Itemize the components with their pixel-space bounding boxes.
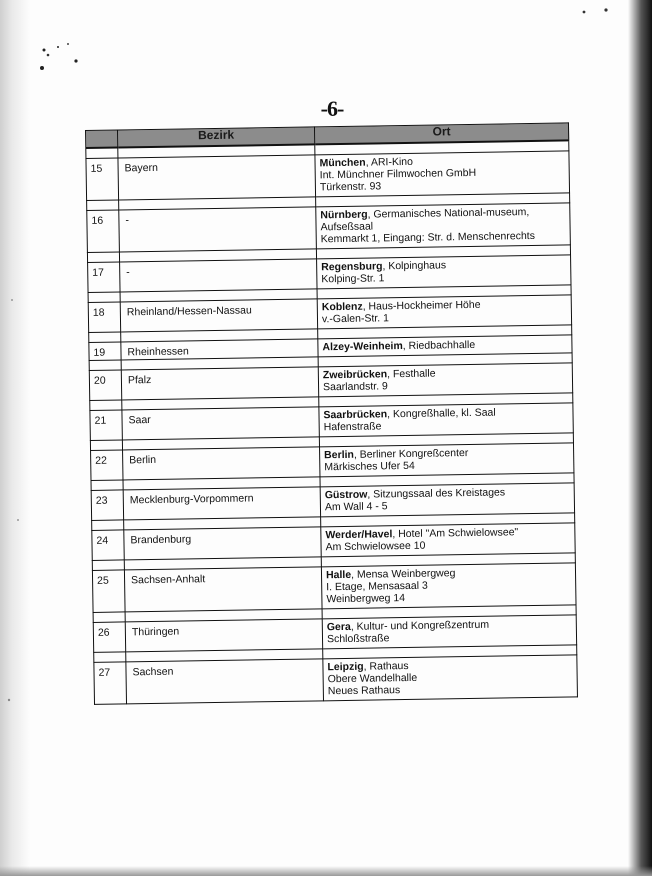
ort-line: Kemmarkt 1, Eingang: Str. d. Menschenrechts xyxy=(320,229,536,246)
row-number: 24 xyxy=(92,530,124,560)
spacer-cell xyxy=(89,332,121,343)
ort-line: Neues Rathaus xyxy=(327,684,401,698)
ort-venue: , Mensa Weinbergweg xyxy=(351,567,456,581)
ort-venue: , ARI-Kino xyxy=(365,155,414,169)
bezirk-cell: - xyxy=(119,207,317,252)
bezirk-cell: Thüringen xyxy=(125,619,322,652)
bezirk-cell: Brandenburg xyxy=(124,527,321,560)
row-number: 15 xyxy=(86,158,119,200)
ort-line: Märkisches Ufer 54 xyxy=(324,459,415,474)
ort-line: Am Schwielowsee 10 xyxy=(325,539,426,554)
ort-city: Halle xyxy=(325,568,352,582)
ort-line: Weinbergweg 14 xyxy=(326,592,406,606)
ort-city: Leipzig xyxy=(327,660,364,674)
spacer-cell xyxy=(86,147,118,158)
ort-city: Alzey-Weinheim xyxy=(322,340,403,354)
ort-venue: , Kolpinghaus xyxy=(382,259,447,273)
ort-cell xyxy=(320,443,574,477)
ort-venue: , Kongreßhalle, kl. Saal xyxy=(387,406,496,421)
spacer-cell xyxy=(92,560,124,571)
ort-venue: , Festhalle xyxy=(386,367,436,381)
ort-line: Saarlandstr. 9 xyxy=(322,380,388,394)
spacer-cell xyxy=(92,520,124,531)
venue-table xyxy=(85,122,578,705)
header-number xyxy=(86,130,118,148)
bezirk-cell: Sachsen-Anhalt xyxy=(124,567,322,612)
ort-line: I. Etage, Mensasaal 3 xyxy=(326,579,428,594)
ort-cell xyxy=(316,203,571,249)
ort-city: München xyxy=(319,156,366,170)
spacer-cell xyxy=(91,480,123,491)
row-number: 27 xyxy=(94,662,127,704)
ort-line: Aufseßsaal xyxy=(320,220,374,234)
ort-line: Hafenstraße xyxy=(323,420,382,434)
ort-city: Zweibrücken xyxy=(322,368,388,382)
row-number: 19 xyxy=(89,342,121,361)
ort-line: Am Wall 4 - 5 xyxy=(324,500,388,514)
bezirk-cell: Mecklenburg-Vorpommern xyxy=(123,487,320,520)
spacer-cell xyxy=(90,440,122,451)
row-number: 20 xyxy=(89,370,121,400)
ort-city: Werder/Havel xyxy=(325,528,393,542)
ort-venue: , Haus-Hockheimer Höhe xyxy=(362,298,481,313)
ort-cell xyxy=(319,403,573,437)
ort-line: Int. Münchner Filmwochen GmbH xyxy=(319,166,477,182)
ort-line: Türkenstr. 93 xyxy=(319,180,382,194)
ort-cell xyxy=(320,483,574,517)
ort-cell xyxy=(321,563,576,609)
bezirk-cell: Sachsen xyxy=(126,659,324,704)
row-number: 23 xyxy=(91,490,123,520)
bezirk-cell: Saar xyxy=(122,407,319,440)
ort-line xyxy=(322,337,568,353)
row-number: 17 xyxy=(88,262,120,292)
spacer-cell xyxy=(93,612,125,623)
ort-city: Saarbrücken xyxy=(323,408,388,422)
ort-city: Gera xyxy=(326,620,351,634)
ort-venue: , Hotel "Am Schwielowsee" xyxy=(392,526,519,541)
spacer-cell xyxy=(87,252,119,263)
spacer-cell xyxy=(89,360,121,371)
row-number: 18 xyxy=(88,302,120,332)
header-bezirk: Bezirk xyxy=(118,127,315,148)
ort-venue: , Berliner Kongreßcenter xyxy=(353,447,469,461)
ort-city: Güstrow xyxy=(324,488,368,502)
ort-cell xyxy=(322,615,576,649)
table-row xyxy=(94,655,578,705)
bezirk-cell: Rheinhessen xyxy=(121,339,318,360)
ort-line: Kolping-Str. 1 xyxy=(321,272,385,286)
ort-cell xyxy=(315,151,570,197)
ort-venue: , Kultur- und Kongreßzentrum xyxy=(350,618,490,633)
ort-cell xyxy=(317,255,571,289)
spacer-cell xyxy=(88,292,120,303)
ort-venue: , Rathaus xyxy=(363,659,409,673)
ort-venue: , Germanisches National-museum, xyxy=(367,206,530,221)
table-body xyxy=(86,140,578,704)
page-number: -6- xyxy=(320,96,344,121)
ort-cell xyxy=(323,655,578,701)
ort-city: Koblenz xyxy=(321,300,363,314)
ort-cell xyxy=(317,295,571,329)
ort-cell xyxy=(318,363,572,397)
bezirk-cell: Pfalz xyxy=(121,367,318,400)
row-number: 25 xyxy=(92,570,125,612)
spacer-cell xyxy=(94,652,126,663)
bezirk-cell: Rheinland/Hessen-Nassau xyxy=(120,299,317,332)
spacer-cell xyxy=(87,200,119,211)
ort-city: Regensburg xyxy=(321,260,383,274)
row-number: 22 xyxy=(91,450,123,480)
ort-line: v.-Galen-Str. 1 xyxy=(321,312,390,326)
ort-city: Berlin xyxy=(324,448,354,462)
ort-line: Schloßstraße xyxy=(326,632,390,646)
bezirk-cell: Bayern xyxy=(118,155,316,200)
bezirk-cell: Berlin xyxy=(123,447,320,480)
ort-cell xyxy=(321,523,575,557)
row-number: 26 xyxy=(93,622,125,652)
row-number: 16 xyxy=(87,210,120,252)
ort-line: Obere Wandelhalle xyxy=(327,671,418,686)
bezirk-cell: - xyxy=(120,259,317,292)
spacer-cell xyxy=(90,400,122,411)
row-number: 21 xyxy=(90,410,122,440)
header-ort: Ort xyxy=(314,123,568,144)
ort-venue: , Sitzungssaal des Kreistages xyxy=(367,486,506,501)
ort-city: Nürnberg xyxy=(320,208,368,222)
ort-venue: , Riedbachhalle xyxy=(402,338,476,353)
